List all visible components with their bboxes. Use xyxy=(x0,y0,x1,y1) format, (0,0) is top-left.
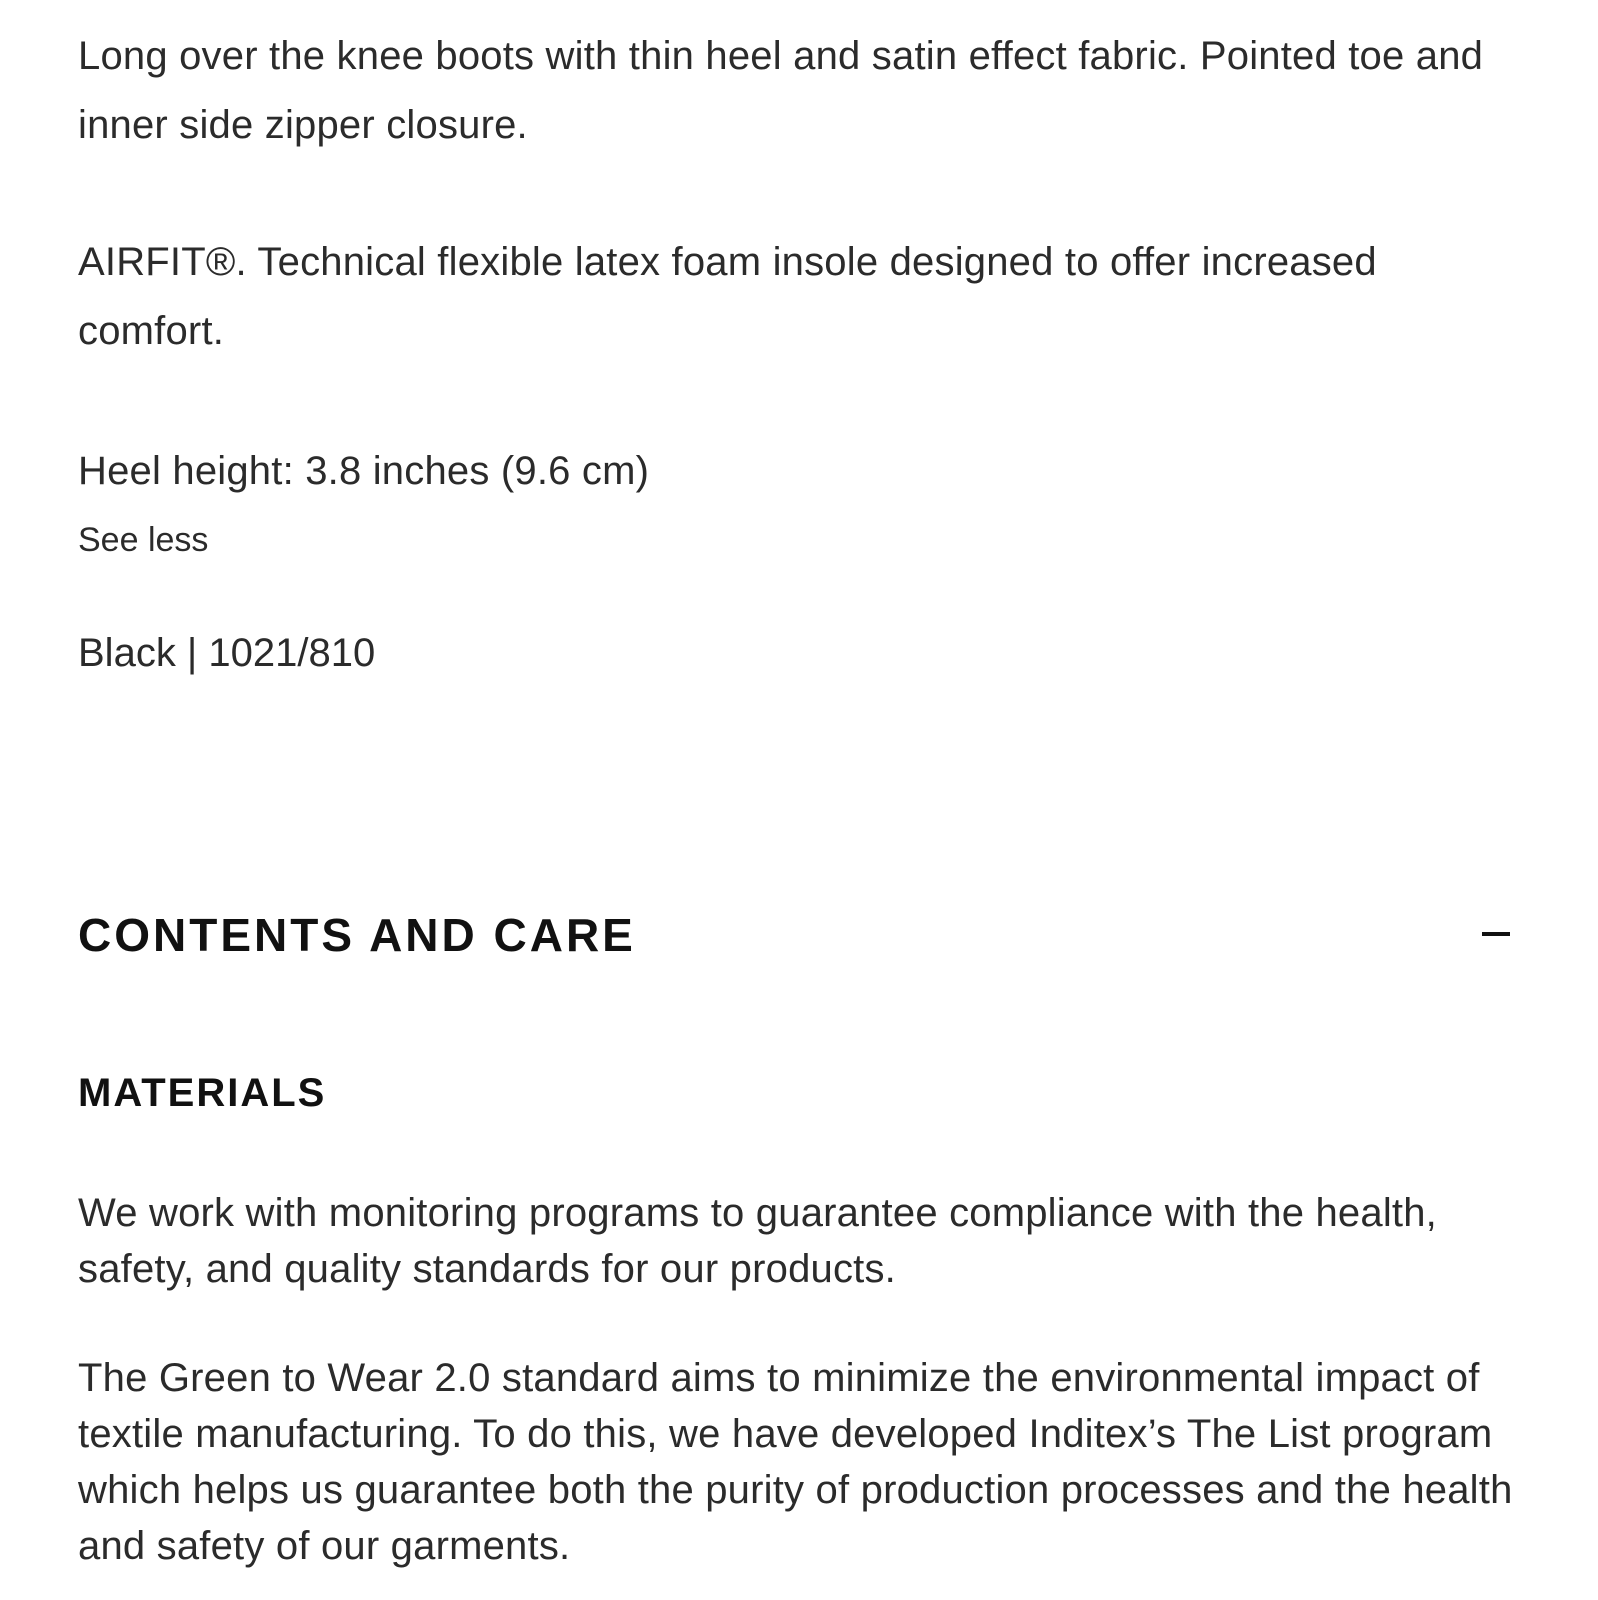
minus-icon[interactable] xyxy=(1482,932,1510,936)
description-paragraph: AIRFIT®. Technical flexible latex foam insole designed to offer increased comfort. xyxy=(78,240,1377,353)
section-title: CONTENTS AND CARE xyxy=(78,909,636,961)
color-reference: Black | 1021/810 xyxy=(78,631,376,675)
materials-paragraph: We work with monitoring programs to guarantee compliance with the health, safety, and quality standards for our products. xyxy=(78,1191,1437,1291)
heel-height-text: Heel height: 3.8 inches (9.6 cm) xyxy=(78,449,650,493)
materials-paragraph: The Green to Wear 2.0 standard aims to minimize the environmental impact of textile manufacturing. To do this, we have developed Inditex’s The List program which helps us guarantee both the purity of production processes and the health and safety of our garments. xyxy=(78,1356,1513,1568)
materials-title: MATERIALS xyxy=(78,1071,327,1115)
contents-and-care-header[interactable] xyxy=(78,900,1518,970)
description-paragraph: Long over the knee boots with thin heel and satin effect fabric. Pointed toe and inner side zipper closure. xyxy=(78,34,1484,147)
see-less-link[interactable]: See less xyxy=(78,521,209,559)
